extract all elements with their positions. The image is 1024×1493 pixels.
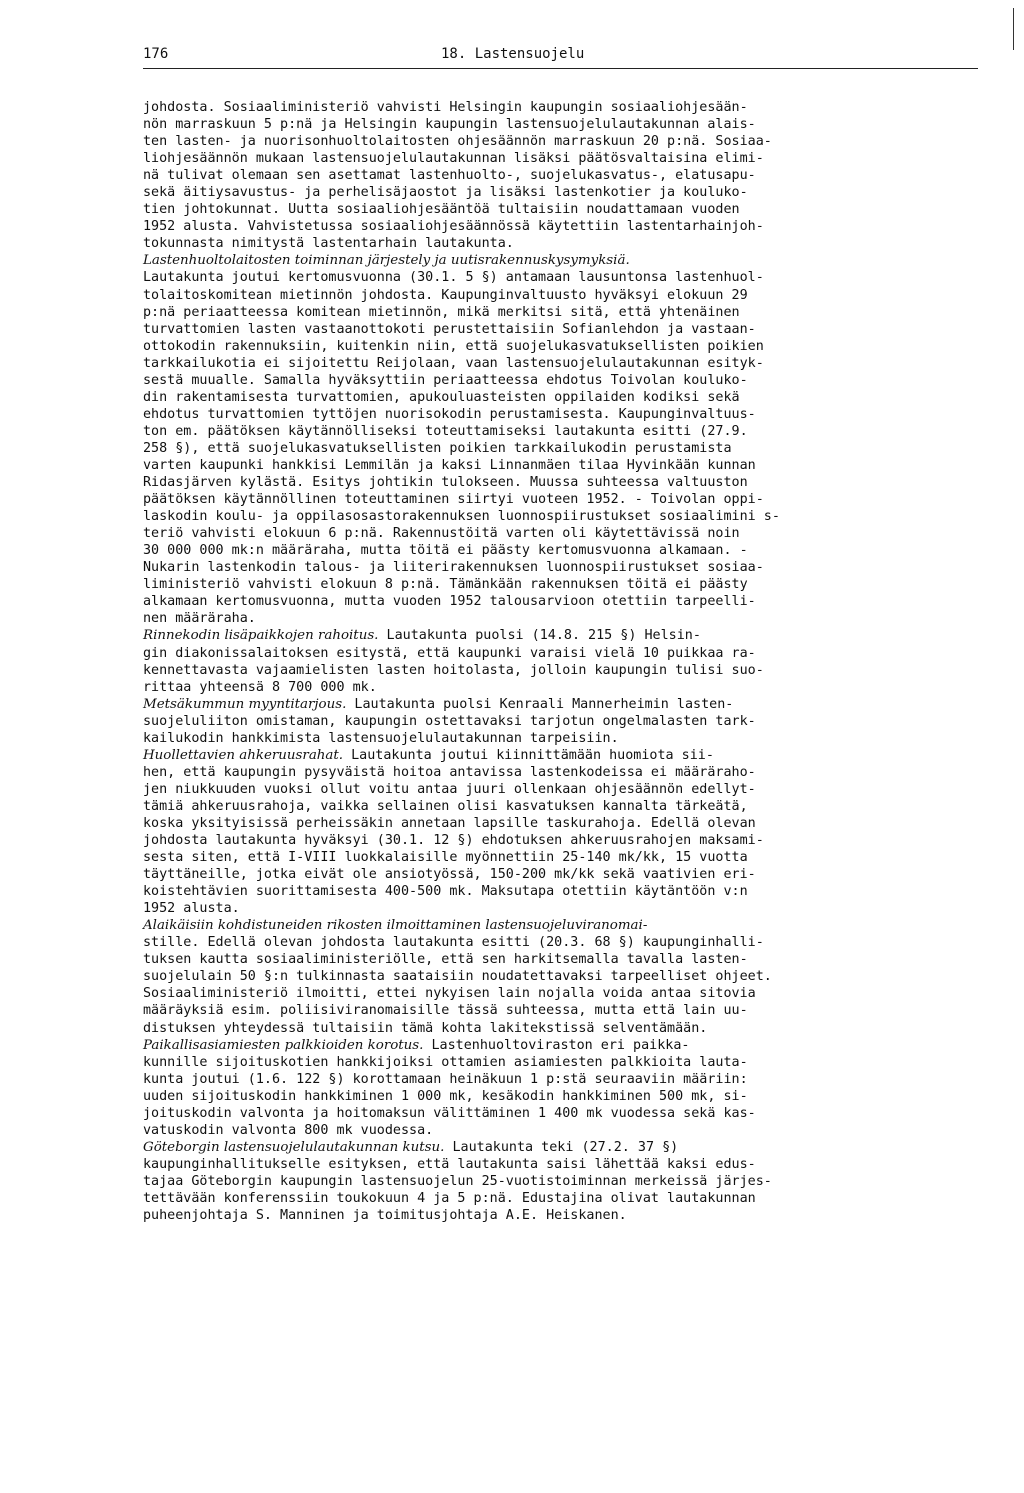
text-line: nön marraskuun 5 p:nä ja Helsingin kaupungin lastensuojelulautakunnan alais-	[143, 117, 756, 133]
section-heading	[143, 917, 978, 934]
text-line: määräyksiä esim. poliisiviranomaisille tässä suhteessa, mutta että lain uu-	[143, 1003, 748, 1019]
text-line: sekä äitiysavustus- ja perhelisäjaostot ja lisäksi lastenkotier ja kouluko-	[143, 185, 748, 201]
section-heading-text: Huollettavien ahkeruusrahat.	[143, 747, 344, 763]
text-line: sestä muualle. Samalla hyväksyttiin periaatteessa ehdotus Toivolan kouluko-	[143, 372, 748, 388]
text-line: jen niukkuuden vuoksi ollut voitu antaa juuri ollenkaan ohjesäännön edellyt-	[143, 781, 756, 797]
text-line: gin diakonissalaitoksen esitystä, että kaupunki varaisi vielä 10 puikkaa ra-	[143, 645, 756, 661]
margin-rule	[1013, 8, 1014, 50]
text-run: Lastenhuoltoviraston eri paikka-	[431, 1037, 690, 1053]
text-line: tettävään konferenssiin toukokuun 4 ja 5 p:nä. Edustajina olivat lautakunnan	[143, 1191, 756, 1206]
section-heading-text: Göteborgin lastensuojelulautakunnan kutsu.	[143, 1139, 445, 1155]
section-heading-text: Rinnekodin lisäpaikkojen rahoitus.	[143, 628, 379, 644]
text-line: hen, että kaupungin pysyväistä hoitoa antavissa lastenkodeissa ei määräraho-	[143, 764, 756, 780]
text-line: joituskodin valvonta ja hoitomaksun välittäminen 1 400 mk vuodessa sekä kas-	[143, 1105, 756, 1121]
text-line: distuksen yhteydessä tultaisiin tämä kohta lakitekstissä selventämään.	[143, 1020, 708, 1036]
text-line: kailukodin hankkimista lastensuojelulautakunnan tarpeisiin.	[143, 730, 619, 746]
text-line: puheenjohtaja S. Manninen ja toimitusjohtaja A.E. Heiskanen.	[143, 1208, 627, 1224]
text-line: turvattomien lasten vastaanottokoti perustettaisiin Sofianlehdon ja vastaan-	[143, 321, 756, 337]
text-line: kaupunginhallitukselle esityksen, että lautakunta saisi lähettää kaksi edus-	[143, 1156, 756, 1172]
text-line: päätöksen käytännöllinen toteuttaminen siirtyi vuoteen 1952. - Toivolan oppi-	[143, 492, 764, 508]
text-line: sesta siten, että I-VIII luokkalaisille myönnettiin 25-140 mk/kk, 15 vuotta	[143, 850, 748, 866]
text-line: teriö vahvisti elokuun 6 p:nä. Rakennustöitä varten oli käytettävissä noin	[143, 526, 740, 542]
section-heading-text: Metsäkummun myyntitarjous.	[143, 696, 347, 712]
text-line: ehdotus turvattomien tyttöjen nuorisokodin perustamisesta. Kaupunginvaltuus-	[143, 406, 756, 422]
text-line: johdosta. Sosiaaliministeriö vahvisti Helsingin kaupungin sosiaaliohjesään-	[143, 100, 748, 115]
text-line: 258 §), että suojelukasvatuksellisten poikien tarkkailukodin perustamista	[143, 440, 732, 456]
text-run: Lautakunta joutui kiinnittämään huomiota sii-	[351, 747, 714, 763]
section-heading-text: Lastenhuoltolaitosten toiminnan järjestely ja uutisrakennuskysymyksiä.	[143, 253, 630, 269]
text-line: 30 000 000 mk:n määräraha, mutta töitä ei päästy kertomusvuonna alkamaan. -	[143, 543, 748, 559]
body-text	[143, 99, 978, 1224]
text-line: 1952 alusta.	[143, 901, 240, 917]
text-line: 1952 alusta. Vahvistetussa sosiaaliohjesäännössä käytettiin lastentarhainjoh-	[143, 219, 764, 235]
text-line: vatuskodin valvonta 800 mk vuodessa.	[143, 1122, 434, 1138]
text-line: tien johtokunnat. Uutta sosiaaliohjesääntöä tultaisiin noudattamaan vuoden	[143, 202, 740, 218]
text-line: Sosiaaliministeriö ilmoitti, ettei nykyisen lain nojalla voida antaa sitovia	[143, 986, 756, 1002]
text-line: stille. Edellä olevan johdosta lautakunta esitti (20.3. 68 §) kaupunginhalli-	[143, 935, 764, 951]
text-line: kunnille sijoituskotien hankkijoiksi ottamien asiamiesten palkkioita lauta-	[143, 1054, 748, 1070]
text-line: tarkkailukotia ei sijoitettu Reijolaan, vaan lastensuojelulautakunnan esityk-	[143, 355, 764, 371]
text-line: tokunnasta nimitystä lastentarhain lautakunta.	[143, 236, 514, 252]
text-line: tolaitoskomitean mietinnön johdosta. Kaupunginvaltuusto hyväksyi elokuun 29	[143, 287, 748, 303]
text-line: laskodin koulu- ja oppilasosastorakennuksen luonnospiirustukset sosiaalimini s-	[143, 509, 780, 525]
text-line: johdosta lautakunta hyväksyi (30.1. 12 §) ehdotuksen ahkeruusrahojen maksami-	[143, 833, 764, 849]
text-run: Lautakunta puolsi (14.8. 215 §) Helsin-	[386, 628, 701, 644]
text-line: liohjesäännön mukaan lastensuojelulautakunnan lisäksi päätösvaltaisina elimi-	[143, 151, 764, 167]
text-run: Lautakunta teki (27.2. 37 §)	[452, 1139, 679, 1155]
page-number: 176	[143, 46, 169, 62]
text-line: ten lasten- ja nuorisonhuoltolaitosten ohjesäännön marraskuun 20 p:nä. Sosiaa-	[143, 134, 772, 150]
text-line: ton em. päätöksen käytännölliseksi toteuttamiseksi lautakunta esitti (27.9.	[143, 423, 748, 439]
text-line: tämiä ahkeruusrahoja, vaikka sellainen olisi kasvatuksen kannalta tärkeätä,	[143, 798, 748, 814]
section-heading-text: Paikallisasiamiesten palkkioiden korotus.	[143, 1037, 424, 1053]
text-line: din rakentamisesta turvattomien, apukouluasteisten oppilaiden kodiksi sekä	[143, 389, 740, 405]
page-header	[143, 44, 978, 69]
text-line: nä tulivat olemaan sen asettamat lastenhuolto-, suojelukasvatus-, elatusapu-	[143, 168, 756, 184]
text-line: Lautakunta joutui kertomusvuonna (30.1. 5 §) antamaan lausuntonsa lastenhuol-	[143, 270, 764, 286]
text-line: nen määräraha.	[143, 611, 256, 627]
text-line: koska yksityisissä perheissäkin annetaan lapsille taskurahoja. Edellä olevan	[143, 815, 756, 831]
text-line: uuden sijoituskodin hankkiminen 1 000 mk, kesäkodin hankkiminen 500 mk, si-	[143, 1088, 748, 1104]
text-line: koistehtävien suorittamisesta 400-500 mk. Maksutapa otettiin käytäntöön v:n	[143, 884, 748, 900]
section-heading-text: Alaikäisiin kohdistuneiden rikosten ilmoittaminen lastensuojeluviranomai-	[143, 918, 648, 934]
text-line: suojeluliiton omistaman, kaupungin ostettavaksi tarjotun ongelmalasten tark-	[143, 713, 756, 729]
section-heading	[143, 252, 978, 269]
text-line: tuksen kautta sosiaaliministeriölle, että sen harkitsemalla tavalla lasten-	[143, 952, 748, 968]
paragraph-first-line	[143, 747, 978, 764]
running-head: 18. Lastensuojelu	[441, 46, 585, 62]
text-line: suojelulain 50 §:n tulkinnasta saataisiin noudatettavaksi tarpeelliset ohjeet.	[143, 969, 772, 985]
text-line: Ridasjärven kylästä. Esitys johtikin tulokseen. Muussa suhteessa valtuuston	[143, 475, 748, 491]
paragraph-first-line	[143, 627, 978, 644]
text-line: tajaa Göteborgin kaupungin lastensuojelun 25-vuotistoiminnan merkeissä järjes-	[143, 1173, 772, 1189]
text-line: täyttäneille, jotka eivät ole ansiotyössä, 150-200 mk/kk sekä vaativien eri-	[143, 867, 756, 883]
text-line: rittaa yhteensä 8 700 000 mk.	[143, 679, 377, 695]
text-line: alkamaan kertomusvuonna, mutta vuoden 1952 talousarvioon otettiin tarpeelli-	[143, 594, 756, 610]
text-line: liministeriö vahvisti elokuun 8 p:nä. Tämänkään rakennuksen töitä ei päästy	[143, 577, 748, 593]
text-line: kennettavasta vajaamielisten lasten hoitolasta, jolloin kaupungin tulisi suo-	[143, 662, 764, 678]
text-run: Lautakunta puolsi Kenraali Mannerheimin lasten-	[354, 696, 734, 712]
document-page	[143, 44, 978, 1224]
paragraph-first-line	[143, 696, 978, 713]
text-line: p:nä periaatteessa komitean mietinnön, mikä merkitsi sitä, että yhtenäinen	[143, 304, 740, 320]
paragraph-first-line	[143, 1139, 978, 1156]
paragraph-first-line	[143, 1037, 978, 1054]
text-line: kunta joutui (1.6. 122 §) korottamaan heinäkuun 1 p:stä seuraaviin määriin:	[143, 1071, 748, 1087]
text-line: varten kaupunki hankkisi Lemmilän ja kaksi Linnanmäen tilaa Hyvinkään kunnan	[143, 457, 756, 473]
text-line: Nukarin lastenkodin talous- ja liiterirakennuksen luonnospiirustukset sosiaa-	[143, 560, 764, 576]
text-line: ottokodin rakennuksiin, kuitenkin niin, että suojelukasvatuksellisten poikien	[143, 338, 764, 354]
